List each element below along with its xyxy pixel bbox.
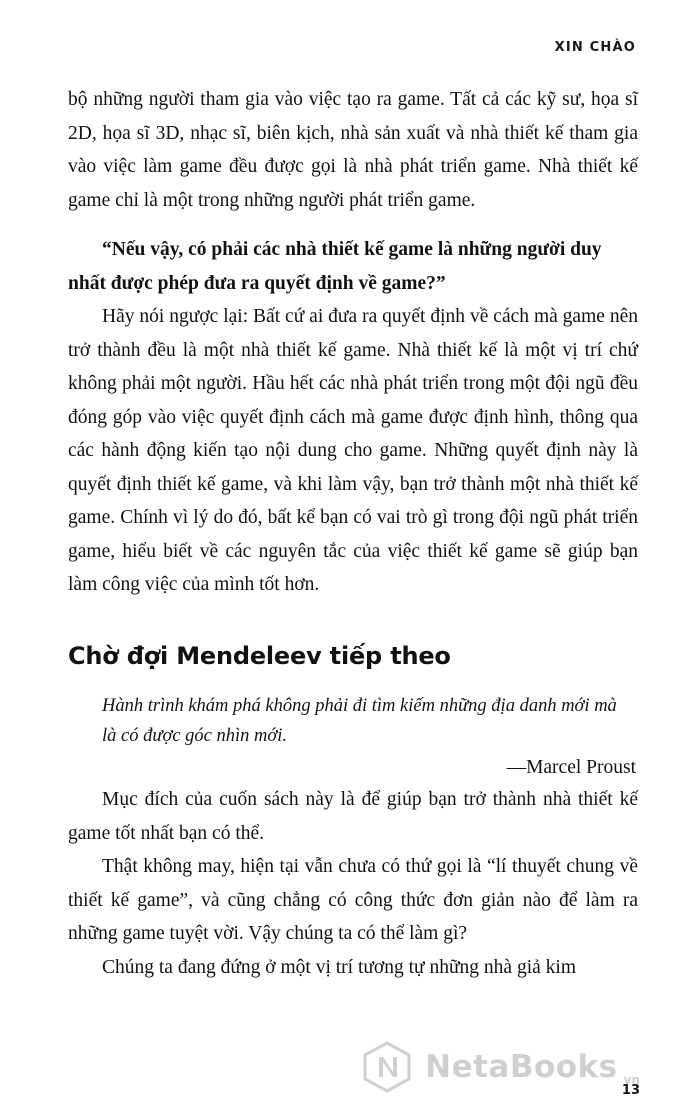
epigraph-attribution: —Marcel Proust (506, 756, 636, 778)
running-head: XIN CHÀO (554, 40, 636, 55)
page-number: 13 (621, 1083, 640, 1098)
paragraph-continued: bộ những người tham gia vào việc tạo ra game. Tất cả các kỹ sư, họa sĩ 2D, họa sĩ 3D, nhạc sĩ, biên kịch, nhà sản xuất và nhà thiết kế tham gia vào việc làm game đều được gọi là nhà phát triển game. Nhà thiết kế game chỉ là một trong những người phát triển game. (68, 89, 638, 211)
bold-question-paragraph: “Nếu vậy, có phải các nhà thiết kế game là những người duy nhất được phép đưa ra quyết định về game?” (68, 239, 602, 294)
watermark-tld: vn (623, 1073, 640, 1087)
watermark-brand: NetaBooks (425, 1049, 618, 1085)
paragraph-unfortunately: Thật không may, hiện tại vẫn chưa có thứ gọi là “lí thuyết chung về thiết kế game”, và cũng chẳng có công thức đơn giản nào để làm ra những game tuyệt vời. Vậy chúng ta có thể làm gì? (68, 856, 638, 945)
epigraph-quote: Hành trình khám phá không phải đi tìm kiếm những địa danh mới mà là có được góc nhìn mới. (102, 695, 617, 746)
section-heading: Chờ đợi Mendeleev tiếp theo (68, 641, 451, 670)
paragraph-answer: Hãy nói ngược lại: Bất cứ ai đưa ra quyết định về cách mà game nên trở thành đều là một nhà thiết kế game. Nhà thiết kế là một vị trí chứ không phải một người. Hầu hết các nhà phát triển trong một đội ngũ đều đóng góp vào việc quyết định cách mà game được định hình, thông qua các hành động kiến tạo nội dung cho game. Những quyết định này là quyết định thiết kế game, và khi làm vậy, bạn trở thành một nhà thiết kế game. Chính vì lý do đó, bất kể bạn có vai trò gì trong đội ngũ phát triển game, hiểu biết về các nguyên tắc của việc thiết kế game sẽ giúp bạn làm công việc của mình tốt hơn. (68, 306, 638, 596)
paragraph-alchemists: Chúng ta đang đứng ở một vị trí tương tự những nhà giả kim (102, 956, 576, 978)
paragraph-purpose: Mục đích của cuốn sách này là để giúp bạn trở thành nhà thiết kế game tốt nhất bạn có thể. (68, 789, 638, 844)
body-text-block (68, 83, 638, 984)
